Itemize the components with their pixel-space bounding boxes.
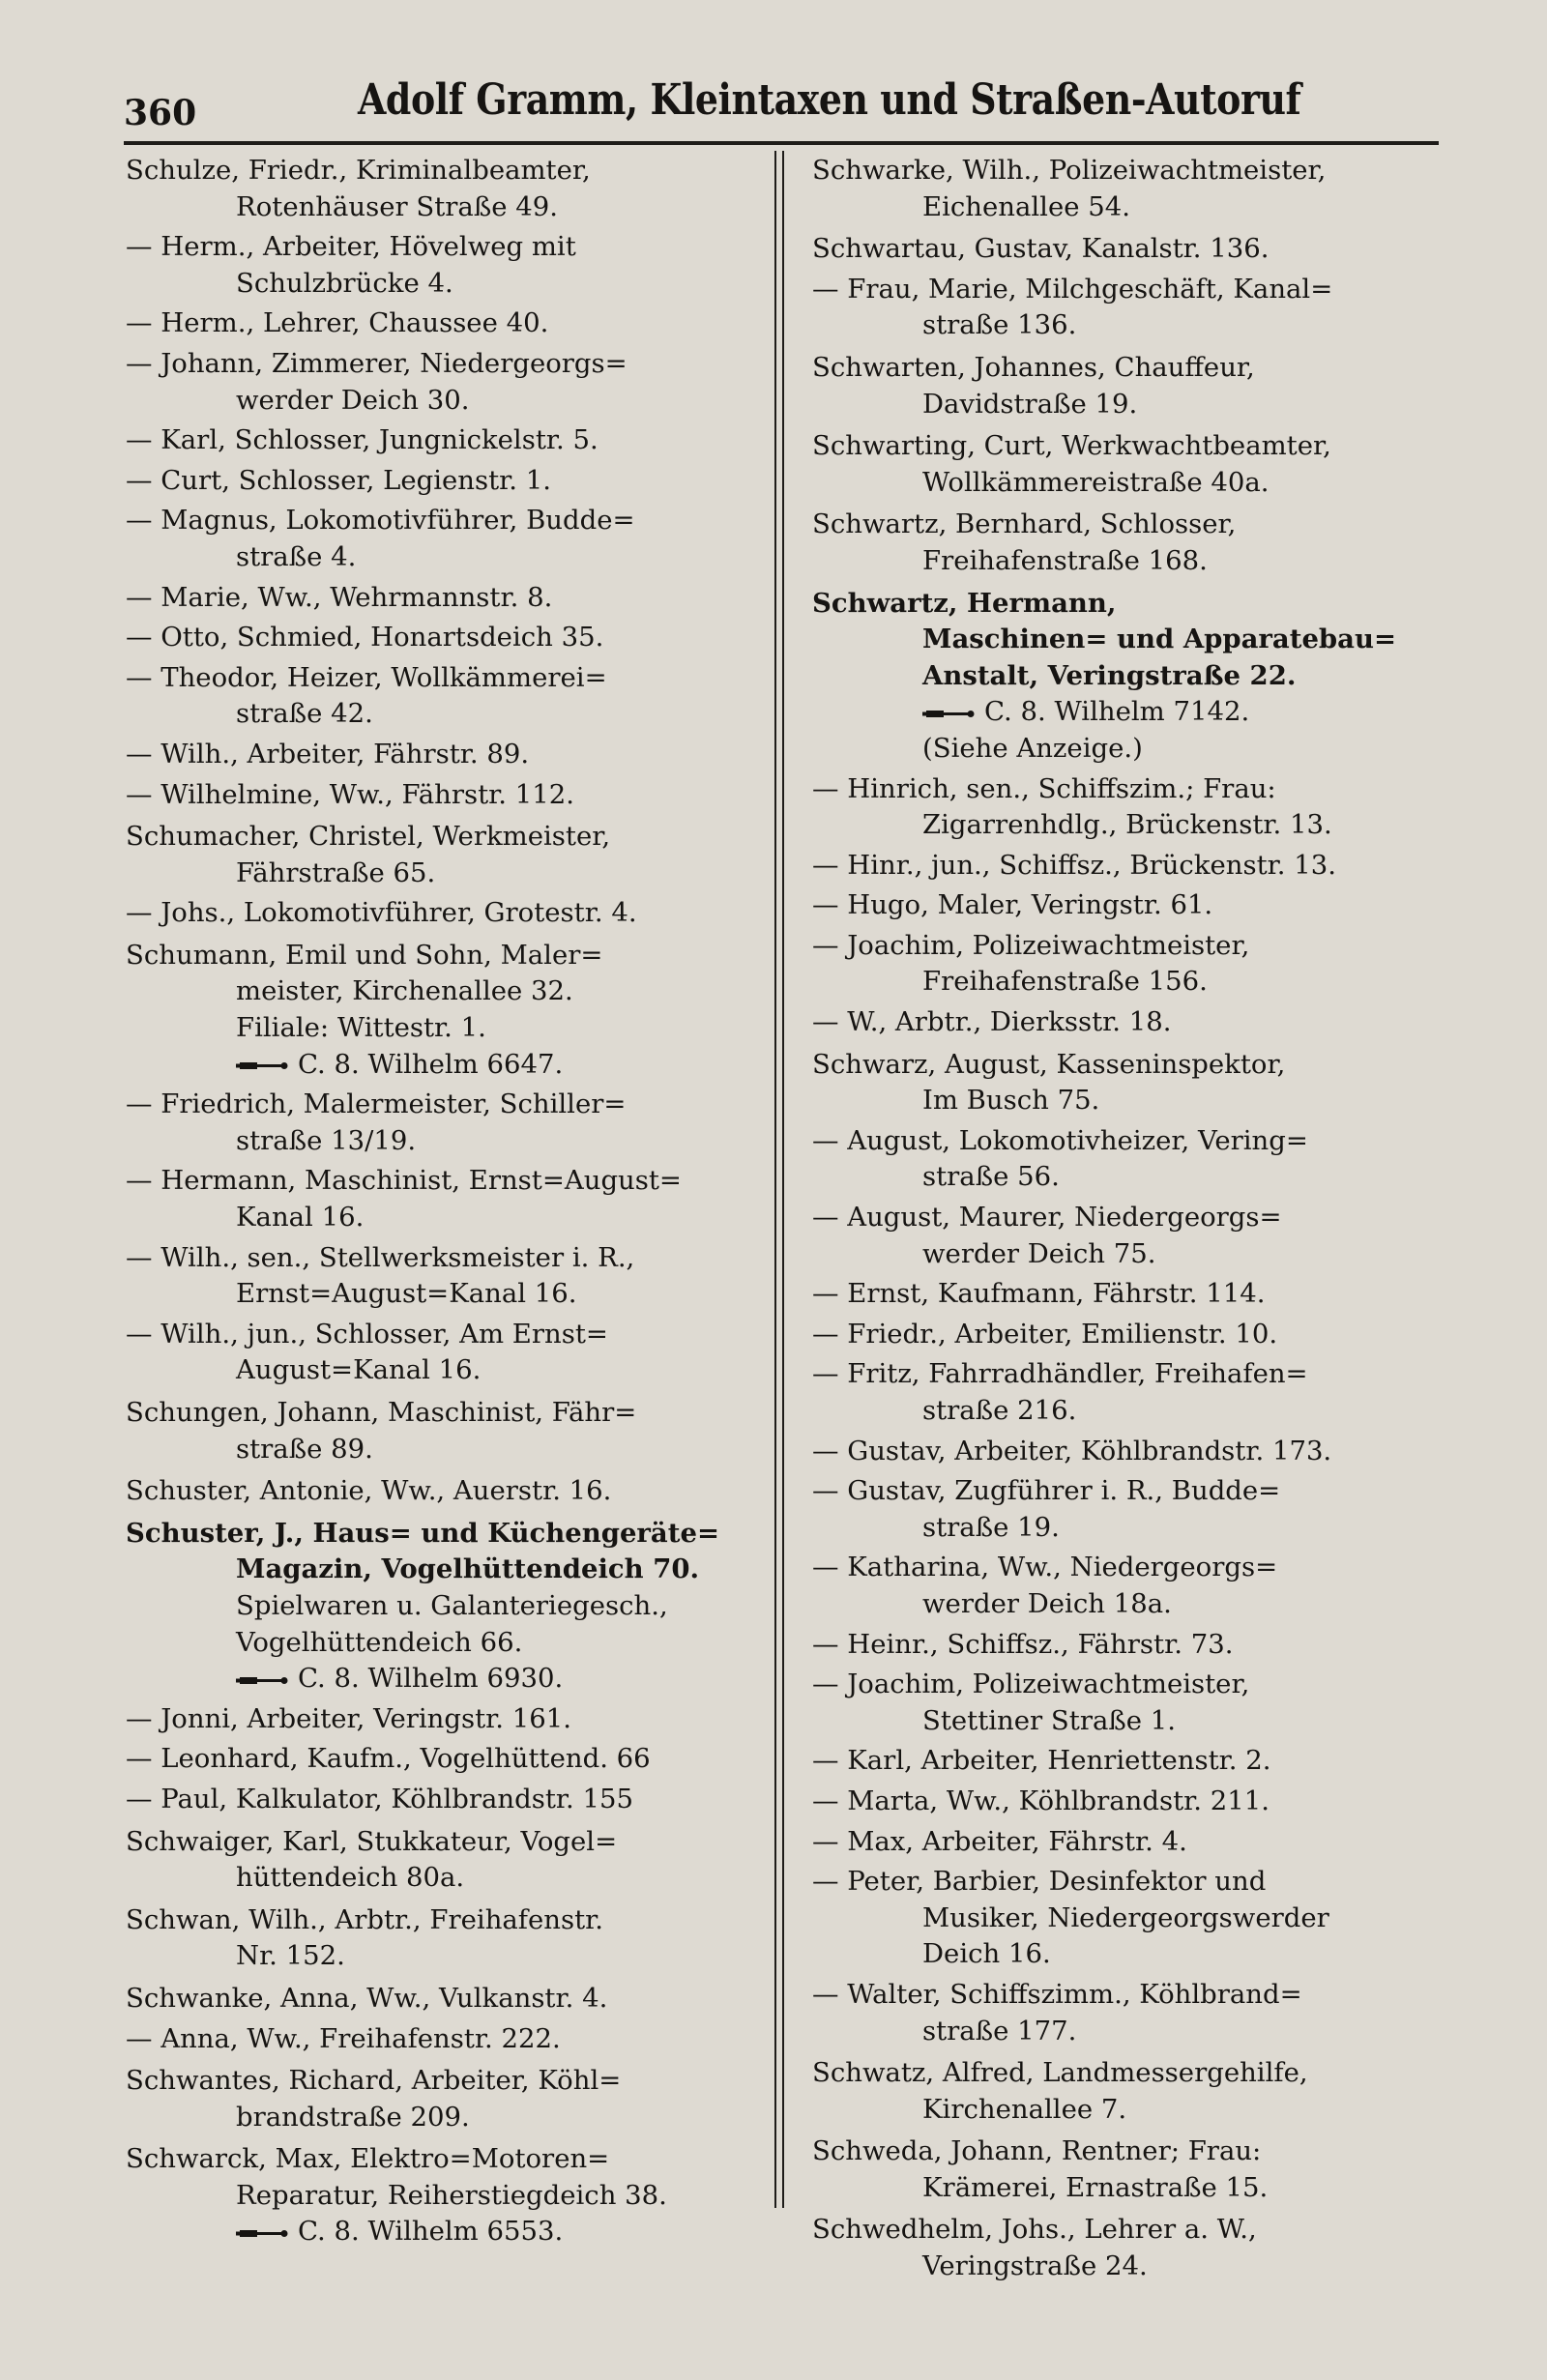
entry-name-line [812,153,1479,189]
entry-text: straße 216. [922,1395,1077,1426]
directory-entry [126,580,793,617]
entry-text: Maschinen= und Apparatebau= [922,624,1397,655]
entry-detail-line [812,2249,1479,2285]
entry-name-line [812,2055,1479,2092]
entry-detail-line [126,1588,793,1625]
entry-text: Magazin, Vogelhüttendeich 70. [236,1553,700,1585]
entry-detail-line [812,1510,1479,1547]
entry-name-line [126,737,793,773]
entry-text: — Karl, Schlosser, Jungnickelstr. 5. [126,424,598,456]
directory-entry [126,2141,793,2250]
entry-text: Schwartz, Bernhard, Schlosser, [812,508,1237,540]
entry-text: straße 19. [922,1511,1060,1543]
directory-entry [126,1473,793,1510]
entry-name-line [126,1701,793,1738]
entry-detail-line [126,1200,793,1236]
entry-detail-line [812,807,1479,844]
directory-entry [126,503,793,575]
entry-text: Schwarten, Johannes, Chauffeur, [812,351,1255,383]
entry-text: C. 8. Wilhelm 6553. [298,2216,564,2248]
entry-name-line [812,428,1479,465]
telephone-icon [236,2226,290,2240]
entry-detail-line [812,1393,1479,1430]
entry-name-line [126,1516,793,1553]
entry-name-line [812,1276,1479,1313]
directory-entry [812,231,1479,268]
entry-text: — Peter, Barbier, Desinfektor und [812,1866,1267,1898]
entry-text: August=Kanal 16. [236,1354,482,1386]
entry-detail-line [126,1276,793,1313]
entry-text: straße 177. [922,2015,1077,2046]
entry-text: — Paul, Kalkulator, Köhlbrandstr. 155 [126,1783,633,1814]
telephone-icon [236,1059,290,1072]
entry-detail-line [126,539,793,576]
directory-entry [812,2055,1479,2128]
entry-text: Nr. 152. [236,1940,345,1972]
entry-name-line [812,1200,1479,1236]
entry-text: — Hugo, Maler, Veringstr. 61. [812,889,1213,921]
directory-entry [812,428,1479,501]
entry-text: Schweda, Johann, Rentner; Frau: [812,2135,1262,2167]
entry-name-line [126,938,793,974]
directory-entry [812,928,1479,1001]
entry-name-line [126,895,793,932]
entry-text: — Wilhelmine, Ww., Fährstr. 112. [126,778,574,810]
entry-detail-line [126,266,793,303]
entry-name-line [812,2133,1479,2170]
entry-name-line [812,1977,1479,2014]
entry-text: Freihafenstraße 168. [922,544,1208,576]
entry-text: Schumacher, Christel, Werkmeister, [126,821,611,853]
entry-text: straße 42. [236,698,373,730]
entry-detail-line [126,1432,793,1468]
entry-name-line [812,928,1479,965]
directory-entry [812,1123,1479,1196]
directory-entry [126,777,793,814]
directory-entry [812,1004,1479,1041]
entry-text: Schwartz, Hermann, [812,587,1117,619]
entry-text: Schumann, Emil und Sohn, Maler= [126,939,603,971]
entry-detail-line [812,387,1479,423]
directory-entry [126,1163,793,1235]
directory-entry [126,819,793,891]
directory-entry [126,1395,793,1467]
entry-name-line [812,1123,1479,1160]
entry-text: — Magnus, Lokomotivführer, Budde= [126,505,635,537]
header-rule [124,141,1439,145]
entry-detail-line [126,1123,793,1160]
entry-text: werder Deich 75. [922,1237,1156,1269]
entry-text: Schwarck, Max, Elektro=Motoren= [126,2143,610,2175]
entry-text: — Gustav, Arbeiter, Köhlbrandstr. 173. [812,1435,1332,1466]
entry-text: — Ernst, Kaufmann, Fährstr. 114. [812,1278,1266,1310]
directory-entry [126,1240,793,1313]
directory-entry [812,272,1479,344]
directory-entry [126,660,793,733]
entry-detail-line [126,1010,793,1047]
directory-entry [126,346,793,419]
entry-name-line [126,2021,793,2058]
entry-text: — Karl, Arbeiter, Henriettenstr. 2. [812,1745,1271,1777]
entry-text: — Marie, Ww., Wehrmannstr. 8. [126,581,553,613]
entry-text: — Walter, Schiffszimm., Köhlbrand= [812,1978,1302,2010]
entry-text: Musiker, Niedergeorgswerder [922,1901,1329,1933]
entry-name-line [812,1317,1479,1353]
entry-name-line [126,1741,793,1778]
entry-detail-line [812,2170,1479,2207]
directory-entry [126,229,793,302]
entry-text: Schwarke, Wilh., Polizeiwachtmeister, [812,155,1327,186]
entry-detail-line [126,1352,793,1389]
entry-text: Spielwaren u. Galanteriegesch., [236,1589,668,1621]
directory-entry [126,1087,793,1159]
entry-text: Zigarrenhdlg., Brückenstr. 13. [922,809,1332,841]
entry-name-line [812,586,1479,623]
entry-text: — Friedrich, Malermeister, Schiller= [126,1088,627,1120]
entry-text: Fährstraße 65. [236,856,436,888]
entry-text: Schwartau, Gustav, Kanalstr. 136. [812,233,1270,265]
directory-entry [812,1627,1479,1664]
entry-text: Schwaiger, Karl, Stukkateur, Vogel= [126,1825,618,1857]
entry-text: Schwedhelm, Johs., Lehrer a. W., [812,2214,1257,2246]
telephone-icon [236,1673,290,1687]
entry-text: — Katharina, Ww., Niedergeorgs= [812,1552,1278,1583]
entry-text: straße 136. [922,309,1077,341]
entry-detail-line [812,694,1479,731]
entry-detail-line [126,1552,793,1588]
entry-text: Schuster, J., Haus= und Küchengeräte= [126,1517,719,1549]
directory-entry [126,305,793,342]
entry-detail-line [126,2214,793,2250]
entry-detail-line [812,307,1479,344]
entry-text: Wollkämmereistraße 40a. [922,466,1270,498]
directory-entry [812,1864,1479,1973]
entry-text: straße 89. [236,1433,373,1465]
left-column [126,153,793,2256]
entry-text: Kanal 16. [236,1202,365,1234]
entry-text: — W., Arbtr., Dierksstr. 18. [812,1006,1172,1038]
entry-text: Schulze, Friedr., Kriminalbeamter, [126,155,591,186]
entry-text: Schwan, Wilh., Arbtr., Freihafenstr. [126,1903,603,1935]
entry-detail-line [126,856,793,892]
entry-text: — Joachim, Polizeiwachtmeister, [812,1669,1250,1700]
entry-name-line [126,503,793,539]
entry-detail-line [812,543,1479,580]
directory-entry [126,2021,793,2058]
entry-text: Stettiner Straße 1. [922,1704,1176,1736]
entry-name-line [812,1667,1479,1703]
entry-detail-line [812,2014,1479,2050]
entry-text: — Anna, Ww., Freihafenstr. 222. [126,2022,561,2054]
entry-text: — Herm., Arbeiter, Hövelweg mit [126,231,576,263]
directory-entry [126,1902,793,1975]
entry-text: — August, Lokomotivheizer, Vering= [812,1124,1308,1156]
directory-entry [812,153,1479,225]
entry-text: Anstalt, Veringstraße 22. [922,659,1297,691]
directory-entry [812,1824,1479,1861]
directory-entry [812,1434,1479,1470]
entry-name-line [126,1317,793,1353]
entry-name-line [126,620,793,656]
entry-text: — Curt, Schlosser, Legienstr. 1. [126,464,552,496]
entry-text: Schwatz, Alfred, Landmessergehilfe, [812,2057,1308,2089]
entry-name-line [126,660,793,697]
entry-name-line [812,2212,1479,2249]
entry-detail-line [812,1703,1479,1740]
entry-text: — Frau, Marie, Milchgeschäft, Kanal= [812,273,1333,305]
entry-text: Schwarting, Curt, Werkwachtbeamter, [812,430,1331,462]
telephone-icon [922,707,977,720]
directory-entry [126,1516,793,1698]
entry-text: — Herm., Lehrer, Chaussee 40. [126,307,549,339]
directory-entry [812,1200,1479,1272]
entry-text: — Johann, Zimmerer, Niedergeorgs= [126,347,628,379]
entry-detail-line [812,1236,1479,1273]
entry-name-line [126,1240,793,1277]
entry-name-line [126,346,793,383]
entry-text: — Friedr., Arbeiter, Emilienstr. 10. [812,1318,1278,1350]
entry-text: C. 8. Wilhelm 7142. [984,696,1250,728]
entry-text: — Hinrich, sen., Schiffszim.; Frau: [812,772,1276,804]
entry-detail-line [812,1083,1479,1119]
entry-text: — Max, Arbeiter, Fährstr. 4. [812,1825,1187,1857]
directory-entry [126,153,793,225]
entry-text: brandstraße 209. [236,2101,470,2133]
entry-detail-line [126,1860,793,1897]
entry-text: Rotenhäuser Straße 49. [236,190,558,222]
entry-name-line [126,1395,793,1432]
entry-text: — Hermann, Maschinist, Ernst=August= [126,1165,682,1197]
directory-entry [812,1550,1479,1622]
entry-name-line [126,153,793,189]
entry-detail-line [812,622,1479,658]
entry-name-line [812,1047,1479,1084]
entry-name-line [126,2063,793,2100]
entry-text: — Gustav, Zugführer i. R., Budde= [812,1475,1281,1507]
entry-detail-line [812,1936,1479,1973]
entry-detail-line [126,383,793,420]
entry-name-line [812,1627,1479,1664]
entry-text: — Leonhard, Kaufm., Vogelhüttend. 66 [126,1743,651,1775]
directory-entry [126,463,793,500]
page-title: Adolf Gramm, Kleintaxen und Straßen-Autoruf [358,75,1301,125]
entry-detail-line [812,1159,1479,1196]
entry-text: Schwarz, August, Kasseninspektor, [812,1048,1286,1080]
entry-name-line [126,777,793,814]
directory-entry [812,1473,1479,1546]
directory-entry [126,1981,793,2017]
entry-text: straße 4. [236,540,357,572]
directory-entry [812,586,1479,768]
entry-text: Schwanke, Anna, Ww., Vulkanstr. 4. [126,1982,608,2014]
entry-detail-line [812,465,1479,502]
entry-detail-line [812,189,1479,226]
entry-text: — Fritz, Fahrradhändler, Freihafen= [812,1358,1308,1390]
entry-text: — Wilh., Arbeiter, Fährstr. 89. [126,738,530,769]
directory-entry [126,620,793,656]
entry-name-line [126,1824,793,1861]
entry-detail-line [126,2100,793,2136]
entry-text: meister, Kirchenallee 32. [236,975,573,1007]
directory-entry [812,848,1479,885]
entry-name-line [126,1902,793,1939]
entry-name-line [812,1356,1479,1393]
entry-name-line [126,1782,793,1818]
entry-text: werder Deich 18a. [922,1587,1172,1619]
entry-name-line [812,771,1479,808]
entry-detail-line [126,696,793,733]
directory-entry [812,1667,1479,1739]
directory-entry [812,2212,1479,2284]
page-number: 360 [124,93,197,133]
entry-detail-line [812,731,1479,768]
directory-entry [812,1784,1479,1820]
entry-text: werder Deich 30. [236,384,470,416]
entry-name-line [812,848,1479,885]
directory-entry [812,887,1479,924]
entry-text: (Siehe Anzeige.) [922,732,1143,764]
entry-name-line [812,1864,1479,1901]
entry-name-line [812,507,1479,543]
entry-text: hüttendeich 80a. [236,1862,465,1894]
entry-name-line [812,1784,1479,1820]
entry-text: Schwantes, Richard, Arbeiter, Köhl= [126,2065,622,2097]
entry-name-line [812,350,1479,387]
directory-entry [812,771,1479,844]
entry-text: Filiale: Wittestr. 1. [236,1012,486,1044]
directory-entry [812,507,1479,579]
entry-name-line [126,1163,793,1200]
directory-entry [812,1356,1479,1429]
entry-text: — Marta, Ww., Köhlbrandstr. 211. [812,1785,1270,1816]
entry-text: Reparatur, Reiherstiegdeich 38. [236,2179,667,2211]
entry-text: — Wilh., jun., Schlosser, Am Ernst= [126,1318,608,1350]
directory-entry [812,1317,1479,1353]
entry-text: Davidstraße 19. [922,388,1138,420]
entry-text: C. 8. Wilhelm 6647. [298,1048,564,1080]
directory-entry [126,422,793,459]
directory-entry [812,2133,1479,2206]
entry-text: Vogelhüttendeich 66. [236,1626,523,1658]
directory-entry [126,737,793,773]
entry-name-line [812,1550,1479,1586]
entry-name-line [812,887,1479,924]
entry-name-line [812,1743,1479,1780]
entry-name-line [812,1473,1479,1510]
directory-entry [126,1824,793,1897]
entry-text: — Otto, Schmied, Honartsdeich 35. [126,622,604,653]
entry-text: Eichenallee 54. [922,190,1130,222]
entry-text: — Heinr., Schiffsz., Fährstr. 73. [812,1628,1234,1660]
entry-name-line [126,229,793,266]
entry-name-line [126,1473,793,1510]
entry-text: Veringstraße 24. [922,2250,1148,2282]
entry-text: Freihafenstraße 156. [922,966,1208,998]
entry-detail-line [812,658,1479,695]
entry-name-line [126,1981,793,2017]
entry-detail-line [126,1938,793,1975]
entry-text: — Joachim, Polizeiwachtmeister, [812,929,1250,961]
entry-name-line [126,819,793,856]
entry-name-line [812,1824,1479,1861]
entry-name-line [126,1087,793,1123]
entry-text: Kirchenallee 7. [922,2093,1127,2125]
entry-text: — Jonni, Arbeiter, Veringstr. 161. [126,1702,572,1734]
entry-name-line [126,305,793,342]
entry-text: — Johs., Lokomotivführer, Grotestr. 4. [126,897,637,929]
entry-name-line [126,463,793,500]
directory-entry [126,1741,793,1778]
entry-text: straße 13/19. [236,1124,417,1156]
entry-text: — August, Maurer, Niedergeorgs= [812,1202,1282,1234]
entry-text: Schulzbrücke 4. [236,267,453,299]
entry-text: Im Busch 75. [922,1085,1100,1117]
directory-entry [812,1047,1479,1119]
entry-detail-line [126,973,793,1010]
directory-entry [812,1977,1479,2049]
entry-text: Krämerei, Ernastraße 15. [922,2171,1269,2203]
entry-detail-line [812,2092,1479,2129]
entry-detail-line [812,1586,1479,1623]
directory-entry [126,1317,793,1389]
entry-detail-line [126,2178,793,2215]
entry-text: straße 56. [922,1161,1060,1193]
entry-name-line [812,1434,1479,1470]
directory-entry [126,938,793,1083]
entry-text: Ernst=August=Kanal 16. [236,1278,577,1310]
entry-name-line [126,2141,793,2178]
directory-entry [126,1782,793,1818]
entry-detail-line [126,1047,793,1084]
directory-entry [126,2063,793,2135]
entry-detail-line [812,1901,1479,1937]
entry-detail-line [126,189,793,226]
entry-name-line [812,231,1479,268]
entry-name-line [126,422,793,459]
entry-name-line [812,272,1479,308]
directory-entry [126,895,793,932]
entry-text: Schungen, Johann, Maschinist, Fähr= [126,1397,637,1428]
entry-text: C. 8. Wilhelm 6930. [298,1663,564,1695]
directory-entry [812,350,1479,422]
entry-text: — Wilh., sen., Stellwerksmeister i. R., [126,1241,635,1273]
right-column [812,153,1479,2291]
entry-text: Deich 16. [922,1938,1051,1970]
entry-detail-line [126,1661,793,1698]
entry-text: Schuster, Antonie, Ww., Auerstr. 16. [126,1475,612,1507]
entry-text: — Hinr., jun., Schiffsz., Brückenstr. 13. [812,849,1336,881]
entry-name-line [812,1004,1479,1041]
directory-entry [126,1701,793,1738]
entry-text: — Theodor, Heizer, Wollkämmerei= [126,661,607,693]
entry-detail-line [812,964,1479,1001]
entry-detail-line [126,1625,793,1662]
entry-name-line [126,580,793,617]
directory-entry [812,1276,1479,1313]
directory-entry [812,1743,1479,1780]
